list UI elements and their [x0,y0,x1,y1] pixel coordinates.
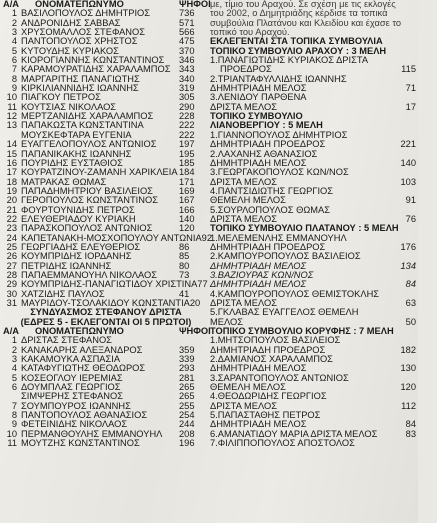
result-text: ΤΟΠΙΚΟ ΣΥΜΒΟΥΛΙΟ ΑΡΑΧΟΥ : 3 ΜΕΛΗ [210,45,387,56]
row-number: 5 [11,45,17,56]
left-column [3,0,213,449]
result-votes: 120 [400,382,416,393]
row-votes: 171 [179,176,195,187]
result-text: 4.ΘΕΟΔΩΡΙΔΗΣ ΓΕΩΡΓΙΟΣ [210,391,327,402]
result-text: ΔΡΙΣΤΑ ΜΕΛΟΣ [210,298,277,308]
result-text: με, τίμιο του Αραχού. Σε σχέση με τις εκλογές [210,0,396,9]
result-text: του 2002, ο Δημητριάδης κέρδισε τα τοπικά [210,8,388,19]
row-votes: 197 [179,139,195,150]
row-votes: 340 [179,73,195,84]
result-text: 6.ΑΜΑΝΑΤΙΔΟΥ ΜΑΡΙΑ ΔΡΙΣΤΑ ΜΕΛΟΣ [210,428,378,439]
row-name: ΚΥΤΟΥΔΗΣ ΚΥΡΙΑΚΟΣ [21,45,119,56]
row-name: ΠΑΠΑΔΗΜΗΤΡΙΟΥ ΒΑΣΙΛΕΙΟΣ [21,185,153,196]
row-number: 8 [11,73,17,84]
row-number: 1 [11,335,17,346]
row-number: 1 [11,8,17,19]
table-row [3,439,209,448]
row-name: ΚΟΥΜΠΡΙΔΗΣ ΙΟΡΔΑΝΗΣ [21,251,132,262]
row-votes: 140 [179,213,195,224]
result-text: ΤΟΠΙΚΟ ΣΥΜΒΟΥΛΙΟ ΚΟΡΥΦΗΣ : 7 ΜΕΛΗ [210,326,394,337]
result-votes: 103 [400,176,416,187]
row-name: ΑΝΔΡΟΝΙΔΗΣ ΣΑΒΒΑΣ [21,17,121,28]
candidate-list [3,8,213,308]
result-text: ΠΡΟΕΔΡΟΣ [220,64,272,75]
result-text: ΔΗΜΗΤΡΙΑΔΗ ΜΕΛΟΣ [210,157,307,168]
row-votes: 92 [201,232,213,243]
result-votes: 71 [405,83,416,94]
row-name: ΜΟΥΤΖΗΣ ΚΩΝΣΤΑΝΤΙΝΟΣ [21,438,140,449]
result-votes [401,19,437,28]
row-name: ΠΑΡΑΣΚΟΠΟΥΛΟΣ ΑΝΤΩΝΙΟΣ [21,223,153,234]
row-number: 19 [6,185,17,196]
result-text: 2.ΔΑΜΙΑΝΟΣ ΧΑΡΑΛΑΜΠΟΣ [210,354,333,365]
row-name: ΔΡΙΣΤΑΣ ΣΤΕΦΑΝΟΣ [21,335,112,346]
row-number: 2 [11,17,17,28]
candidate-list-2 [3,336,209,448]
row-number: 7 [11,64,17,75]
row-name: ΚΑΤΑΦΥΓΙΩΤΗΣ ΘΕΟΔΩΡΟΣ [21,363,146,374]
row-votes: 85 [179,251,190,262]
row-number: 11 [7,438,17,449]
row-votes: 281 [179,372,195,383]
result-votes [380,121,416,130]
row-votes: 339 [179,354,195,365]
row-name: ΜΑΥΡΙΔΟΥ-ΤΣΟΛΑΚΙΔΟΥ ΚΩΝΣΤΑΝΤΙΑ [21,298,190,308]
row-number: 26 [6,251,17,262]
result-votes [380,439,416,448]
result-text: ΔΗΜΗΤΡΙΑΔΗ ΠΡΟΕΔΡΟΣ [210,344,326,355]
header-votes: ΨΗΦΟΙ [179,0,211,9]
row-number: 4 [11,363,17,374]
header-votes: ΨΗΦΟΙ [179,326,211,337]
row-number: 10 [6,92,17,103]
row-votes: 120 [179,223,195,234]
result-votes [386,47,422,56]
row-number: 14 [6,139,17,150]
result-votes: 221 [400,139,416,150]
result-text: ΔΡΙΣΤΑ ΜΕΛΟΣ [210,213,277,224]
row-name: ΣΟΥΜΠΟΥΡΟΣ ΙΩΑΝΝΗΣ [21,400,131,411]
result-text: ΘΕΜΕΛΗ ΜΕΛΟΣ [210,382,286,393]
result-text: ΔΗΜΗΤΡΙΑΔΗ ΜΕΛΟΣ [210,419,307,430]
row-votes: 20 [189,298,201,308]
result-votes: 76 [405,213,416,224]
row-name: ΜΕΡΤΖΑΝΙΔΗΣ ΧΑΡΑΛΑΜΠΟΣ [21,111,154,122]
row-votes: 319 [179,83,195,94]
result-text: 2.ΤΡΙΑΝΤΑΦΥΛΛΙΔΗΣ ΙΩΑΝΝΗΣ [210,73,347,84]
row-number: 27 [6,260,17,271]
row-name: ΠΟΥΡΙΔΗΣ ΕΥΣΤΑΘΙΟΣ [21,157,123,168]
result-votes: 130 [400,363,416,374]
result-text: 2.ΚΑΜΠΟΥΡΟΠΟΥΛΟΣ ΒΑΣΙΛΕΙΟΣ [210,251,361,262]
result-votes: 176 [400,241,416,252]
result-votes: 134 [400,260,416,271]
section-title: ΣΥΝΔΥΑΣΜΟΣ ΣΤΕΦΑΝΟΥ ΔΡΙΣΤΑ [30,307,182,318]
row-name: ΚΟΣΕΟΓΛΟΥ ΙΕΡΕΜΙΑΣ [21,372,123,383]
row-name: ΚΙΡΚΙΛΙΑΝΝΙΔΗΣ ΙΩΑΝΝΗΣ [21,83,139,94]
row-number: 7 [11,400,17,411]
result-text: ΔΡΙΣΤΑ ΜΕΛΟΣ [210,400,277,411]
row-name: ΠΙΑΓΚΟΥ ΠΕΤΡΟΣ [21,92,101,103]
row-name: ΜΟΥΣΚΕΦΤΑΡΑ ΕΥΓΕΝΙΑ [21,129,132,140]
result-votes: 84 [405,279,416,290]
row-number: 9 [11,419,17,430]
row-name: ΜΑΡΓΑΡΙΤΗΣ ΠΑΝΑΓΙΩΤΗΣ [21,73,140,84]
header-number: Α/Α [3,326,20,337]
row-votes: 244 [179,419,195,430]
result-text: ΔΡΙΣΤΑ ΜΕΛΟΣ [210,176,277,187]
row-votes: 196 [179,438,195,449]
result-text: 3.ΒΑΖΙΟΥΡΑΣ ΚΩΝ/ΝΟΣ [210,269,314,280]
row-votes: 86 [179,241,190,252]
header-name: ΟΝΟΜΑΤΕΠΩΝΥΜΟ [35,326,124,337]
result-text: 4.ΠΑΝΤΣΙΔΙΩΤΗΣ ΓΕΩΡΓΙΟΣ [210,185,334,196]
row-votes: 208 [179,428,195,439]
row-votes: 265 [179,391,195,402]
council-results [210,0,416,449]
result-votes: 50 [405,316,416,327]
row-votes: 184 [179,167,195,178]
row-name: ΕΛΕΥΘΕΡΙΑΔΟΥ ΚΥΡΙΑΚΗ [21,213,136,224]
row-votes: 222 [179,129,195,140]
row-number: 3 [11,27,17,38]
row-votes: 359 [179,344,195,355]
section-subtitle: (ΕΔΡΕΣ 5 - ΕΚΛΕΓΟΝΤΑΙ ΟΙ 5 ΠΡΩΤΟΙ) [20,316,192,327]
row-number: 3 [11,354,17,365]
row-name: ΚΑΠΕΤΑΝΑΚΗ-ΜΟΣΧΟΠΟΥΛΟΥ ΑΝΤΩΝΙΑ [21,232,202,243]
result-text: 3.ΓΕΩΡΓΑΚΟΠΟΥΛΟΣ ΚΩΝ/ΝΟΣ [210,167,349,178]
row-number: 4 [11,36,17,47]
result-votes [399,224,435,233]
row-name: ΔΟΥΜΠΛΑΣ ΓΕΩΡΓΙΟΣ [21,382,121,393]
row-number: 21 [6,204,17,215]
row-name: ΚΑΝΑΚΑΡΗΣ ΑΛΕΞΑΝΔΡΟΣ [21,344,143,355]
row-votes: 736 [179,8,195,19]
result-text: 5.ΠΑΠΑΣΤΑΘΗΣ ΠΕΤΡΟΣ [210,410,321,421]
row-name: ΠΑΠΑΝΙΚΑΚΗΣ ΙΩΑΝΝΗΣ [21,148,132,159]
row-name: ΧΑΤΖΙΔΗΣ ΠΑΥΛΟΣ [21,288,105,299]
row-number: 17 [6,167,17,178]
result-text: 5.ΣΟΥΡΛΟΠΟΥΛΟΣ ΘΩΜΑΣ [210,204,330,215]
row-name: ΠΑΝΤΟΠΟΥΛΟΣ ΑΘΑΝΑΣΙΟΣ [21,410,148,421]
result-text: ΔΗΜΗΤΡΙΑΔΗ ΜΕΛΟΣ [210,83,307,94]
result-votes: 84 [405,419,416,430]
row-name: ΠΕΤΡΙΔΗΣ ΙΩΑΝΝΗΣ [21,260,112,271]
row-number: 15 [6,148,17,159]
row-number: 29 [6,279,17,290]
row-votes: 77 [197,279,208,290]
row-votes: 254 [179,410,195,421]
row-number: 23 [6,223,17,234]
result-text: ΤΟΠΙΚΟ ΣΥΜΒΟΥΛΙΟ [210,111,303,122]
row-name: ΚΟΥΜΠΡΙΔΗΣ-ΠΑΝΑΓΙΩΤΙΔΟΥ ΧΡΙΣΤΙΝΑ [21,279,198,290]
row-votes: 370 [179,45,195,56]
row-name: ΣΙΜΨΕΡΗΣ ΣΤΕΦΑΝΟΣ [21,391,123,402]
row-number: 12 [6,111,17,122]
row-votes: 222 [179,120,195,131]
header-name: ΟΝΟΜΑΤΕΠΩΝΥΜΟ [35,0,124,9]
result-text: ΛΙΑΝΟΒΕΡΓΙΟΥ : 5 ΜΕΛΗ [210,120,323,131]
row-votes: 169 [179,185,195,196]
result-text: 1.ΜΗΤΣΟΠΟΥΛΟΣ ΒΑΣΙΛΕΙΟΣ [210,335,341,346]
row-name: ΧΡΥΣΟΜΑΛΛΟΣ ΣΤΕΦΑΝΟΣ [21,27,145,38]
result-text: 3.ΣΑΡΑΝΤΟΠΟΥΛΟΣ ΑΝΤΩΝΙΟΣ [210,372,349,383]
row-votes: 566 [179,27,195,38]
row-votes: 185 [179,157,195,168]
row-votes: 41 [179,288,190,299]
row-name: ΓΕΡΟΠΟΥΛΟΣ ΚΩΝΣΤΑΝΤΙΝΟΣ [21,195,158,206]
result-line [210,439,416,448]
row-votes: 228 [179,111,195,122]
result-text: ΕΚΛΕΓΕΝΤΑΙ ΣΤΑ ΤΟΠΙΚΑ ΣΥΜΒΟΥΛΙΑ [210,36,383,47]
row-number: 6 [11,55,17,66]
row-name: ΦΟΥΡΤΟΥΝΙΔΗΣ ΠΕΤΡΟΣ [21,204,135,215]
result-text: τοπικό του Αραχού. [210,27,290,38]
row-name: ΚΟΥΤΣΙΑΣ ΝΙΚΟΛΑΟΣ [21,101,117,112]
row-name: ΕΥΑΓΓΕΛΟΠΟΥΛΟΣ ΑΝΤΩΝΙΟΣ [21,139,157,150]
row-number: 25 [6,241,17,252]
result-votes: 115 [401,64,416,75]
result-votes [396,0,432,9]
row-number: 24 [6,232,17,243]
row-votes: 571 [179,17,195,28]
result-text: ΔΗΜΗΤΡΙΑΔΗ ΜΕΛΟΣ [210,260,307,271]
result-text: ΜΕΛΟΣ [210,316,243,327]
result-votes [383,37,419,46]
row-votes: 475 [179,36,195,47]
result-votes: 112 [401,400,416,411]
row-number: 8 [11,410,17,421]
result-text: ΔΗΜΗΤΡΙΑΔΗ ΜΕΛΟΣ [210,363,307,374]
row-name: ΒΑΣΙΛΟΠΟΥΛΟΣ ΔΗΜΗΤΡΙΟΣ [21,8,151,19]
row-votes: 167 [179,195,195,206]
result-votes [380,112,416,121]
row-votes: 343 [179,64,195,75]
row-number: 20 [6,195,17,206]
row-name: ΚΑΚΑΜΟΥΚΑ ΑΣΠΑΣΙΑ [21,354,121,365]
result-text: ΘΕΜΕΛΗ ΜΕΛΟΣ [210,195,286,206]
row-votes: 166 [179,204,195,215]
row-number: 13 [6,120,17,131]
result-text: 4.ΚΑΜΠΟΥΡΟΠΟΥΛΟΣ ΘΕΜΙΣΤΟΚΛΗΣ [210,288,380,299]
row-name: ΦΕΤΕΙΝΙΔΗΣ ΝΙΚΟΛΑΟΣ [21,419,128,430]
row-votes: 195 [179,148,195,159]
row-votes: 305 [179,92,195,103]
row-number: 9 [11,83,17,94]
row-name: ΓΕΩΡΓΙΑΔΗΣ ΕΛΕΥΘΕΡΙΟΣ [21,241,141,252]
result-text: συμβούλια Πλατάνου και Κλειδίου και έχασε το [210,17,402,28]
row-number: 31 [6,298,17,308]
result-text: ΤΟΠΙΚΟ ΣΥΜΒΟΥΛΙΟ ΠΛΑΤΑΝΟΥ : 5 ΜΕΛΗ [210,223,399,234]
result-text: 3.ΛΕΝΙΔΟΥ ΠΑΡΘΕΝΑ [210,92,307,103]
row-number: 2 [11,344,17,355]
result-votes: 83 [405,428,416,439]
row-votes: 346 [179,55,195,66]
row-number: 6 [11,382,17,393]
result-text: 7.ΦΙΛΙΠΠΟΠΟΥΛΟΣ ΑΠΟΣΤΟΛΟΣ [210,438,355,449]
row-number: 18 [6,176,17,187]
row-number: 22 [6,213,17,224]
row-name: ΠΑΝΤΟΠΟΥΛΟΣ ΧΡΗΣΤΟΣ [21,36,138,47]
result-votes [380,28,416,37]
row-votes: 255 [179,400,195,411]
result-text: 2.ΛΑΧΑΝΗΣ ΑΘΑΝΑΣΙΟΣ [210,148,318,159]
result-votes: 140 [400,157,416,168]
row-name: ΠΑΠΑΕΜΜΑΝΟΥΗΛ ΝΙΚΟΛΑΟΣ [21,269,158,280]
row-votes: 290 [179,101,195,112]
result-votes: 17 [405,101,416,112]
row-name: ΚΑΡΑΜΟΥΡΑΤΙΔΗΣ ΧΑΡΑΛΑΜΠΟΣ [21,64,171,75]
row-votes: 293 [179,363,195,374]
result-text: ΔΗΜΗΤΡΙΑΔΗ ΠΡΟΕΔΡΟΣ [210,241,326,252]
result-votes: 91 [405,195,416,206]
row-votes: 73 [179,269,190,280]
result-text: 1.ΠΑΝΑΓΙΩΤΙΔΗΣ ΚΥΡΙΑΚΟΣ ΔΡΙΣΤΑ [210,55,369,66]
right-column [210,0,416,449]
row-number: 28 [6,269,17,280]
row-number: 5 [11,372,17,383]
result-votes: 63 [405,298,416,308]
row-name: ΚΙΟΡΟΓΙΑΝΝΗΣ ΚΩΝΣΤΑΝΤΙΝΟΣ [21,55,165,66]
header-number: Α/Α [3,0,20,9]
row-number: 11 [7,101,17,112]
row-number: 30 [6,288,17,299]
row-votes: 265 [179,382,195,393]
result-text: ΔΗΜΗΤΡΙΑΔΗ ΠΡΟΕΔΡΟΣ [210,139,326,150]
row-name: ΚΟΥΡΑΤΖΙΝΟΥ-ΖΑΜΑΝΗ ΧΑΡΙΚΛΕΙΑ [21,167,178,178]
row-name: ΠΑΠΑΚΩΣΤΑ ΚΩΝΣΤΑΝΤΙΝΑ [21,120,144,131]
result-votes: 182 [400,344,416,355]
result-text: 1.ΜΕΛΕΜΕΝΛΗΣ ΕΜΜΑΝΟΥΗΛ [210,232,347,243]
row-number: 16 [6,157,17,168]
row-name: ΜΑΤΡΑΚΑΣ ΘΩΜΑΣ [21,176,107,187]
result-text: ΔΡΙΣΤΑ ΜΕΛΟΣ [210,101,277,112]
result-text: 5.ΓΚΛΑΒΑΣ ΕΥΑΓΓΕΛΟΣ ΘΕΜΕΛΗ [210,307,359,318]
row-votes: 80 [179,260,190,271]
result-text: 1.ΓΙΑΝΝΟΠΟΥΛΟΣ ΔΗΜΗΤΡΙΟΣ [210,129,348,140]
result-votes [394,327,430,336]
row-name: ΠΕΡΜΑΝΘΟΥΛΗΣ ΕΜΜΑΝΟΥΗΛ [21,428,163,439]
result-text: ΔΗΜΗΤΡΙΑΔΗ ΜΕΛΟΣ [210,279,307,290]
row-number: 10 [6,428,17,439]
